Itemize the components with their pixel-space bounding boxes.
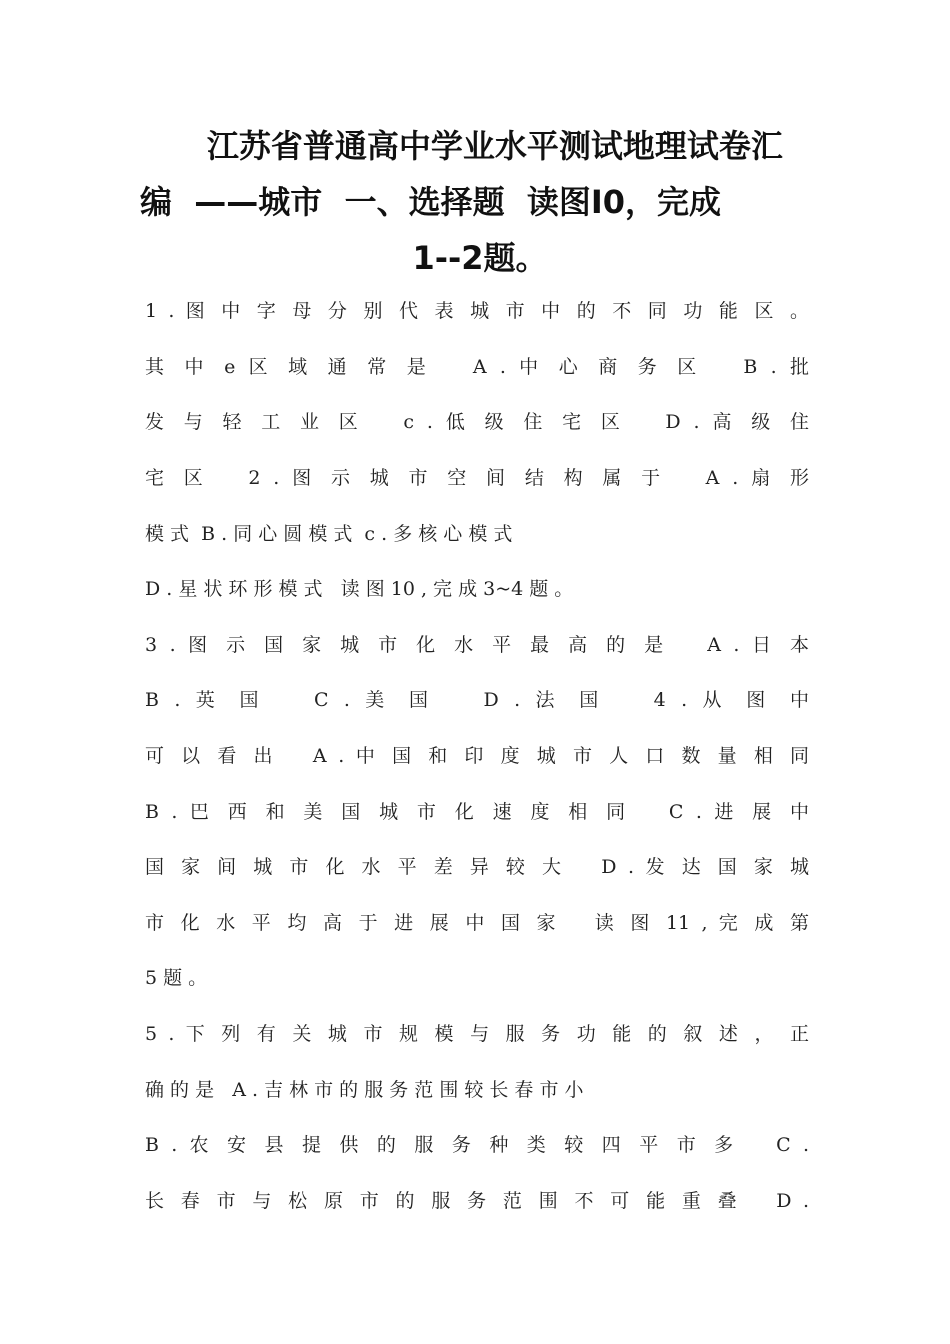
body-line: B . 英 国 C . 美 国 D . 法 国 4 . 从 图 中 — [145, 689, 809, 711]
document-title-line-3: 1--2题。 — [412, 239, 548, 277]
document-title-line-1: 江苏省普通高中学业水平测试地理试卷汇 — [140, 127, 783, 165]
body-line: B . 巴 西 和 美 国 城 市 化 速 度 相 同 C . 进 展 中 — [145, 801, 809, 823]
body-line: 其 中 e 区 域 通 常 是 A . 中 心 商 务 区 B . 批 — [145, 356, 809, 378]
body-line: 确 的 是 A . 吉 林 市 的 服 务 范 围 较 长 春 市 小 — [145, 1079, 584, 1101]
document-title-line-2: 编 ——城市 一、选择题 读图I0，完成 — [140, 183, 722, 221]
body-line: 宅 区 2 . 图 示 城 市 空 间 结 构 属 于 A . 扇 形 — [145, 467, 809, 489]
body-line: 可 以 看 出 A . 中 国 和 印 度 城 市 人 口 数 量 相 同 — [145, 745, 809, 767]
body-line: 市 化 水 平 均 高 于 进 展 中 国 家 读 图 11 , 完 成 第 — [145, 912, 809, 934]
body-line: 发 与 轻 工 业 区 c . 低 级 住 宅 区 D . 高 级 住 — [145, 411, 809, 433]
body-line: D . 星 状 环 形 模 式 读 图 10 , 完 成 3~4 题 。 — [145, 578, 574, 600]
body-line: B . 农 安 县 提 供 的 服 务 种 类 较 四 平 市 多 C . — [145, 1134, 809, 1156]
body-line: 模 式 B . 同 心 圆 模 式 c . 多 核 心 模 式 — [145, 523, 513, 545]
body-line: 1 . 图 中 字 母 分 别 代 表 城 市 中 的 不 同 功 能 区 。 — [145, 300, 809, 322]
body-line: 3 . 图 示 国 家 城 市 化 水 平 最 高 的 是 A . 日 本 — [145, 634, 809, 656]
body-line: 长 春 市 与 松 原 市 的 服 务 范 围 不 可 能 重 叠 D . — [145, 1190, 809, 1212]
body-line: 5 题 。 — [145, 967, 208, 989]
body-line: 国 家 间 城 市 化 水 平 差 异 较 大 D . 发 达 国 家 城 — [145, 856, 809, 878]
body-line: 5 . 下 列 有 关 城 市 规 模 与 服 务 功 能 的 叙 述 ， 正 — [145, 1023, 809, 1045]
